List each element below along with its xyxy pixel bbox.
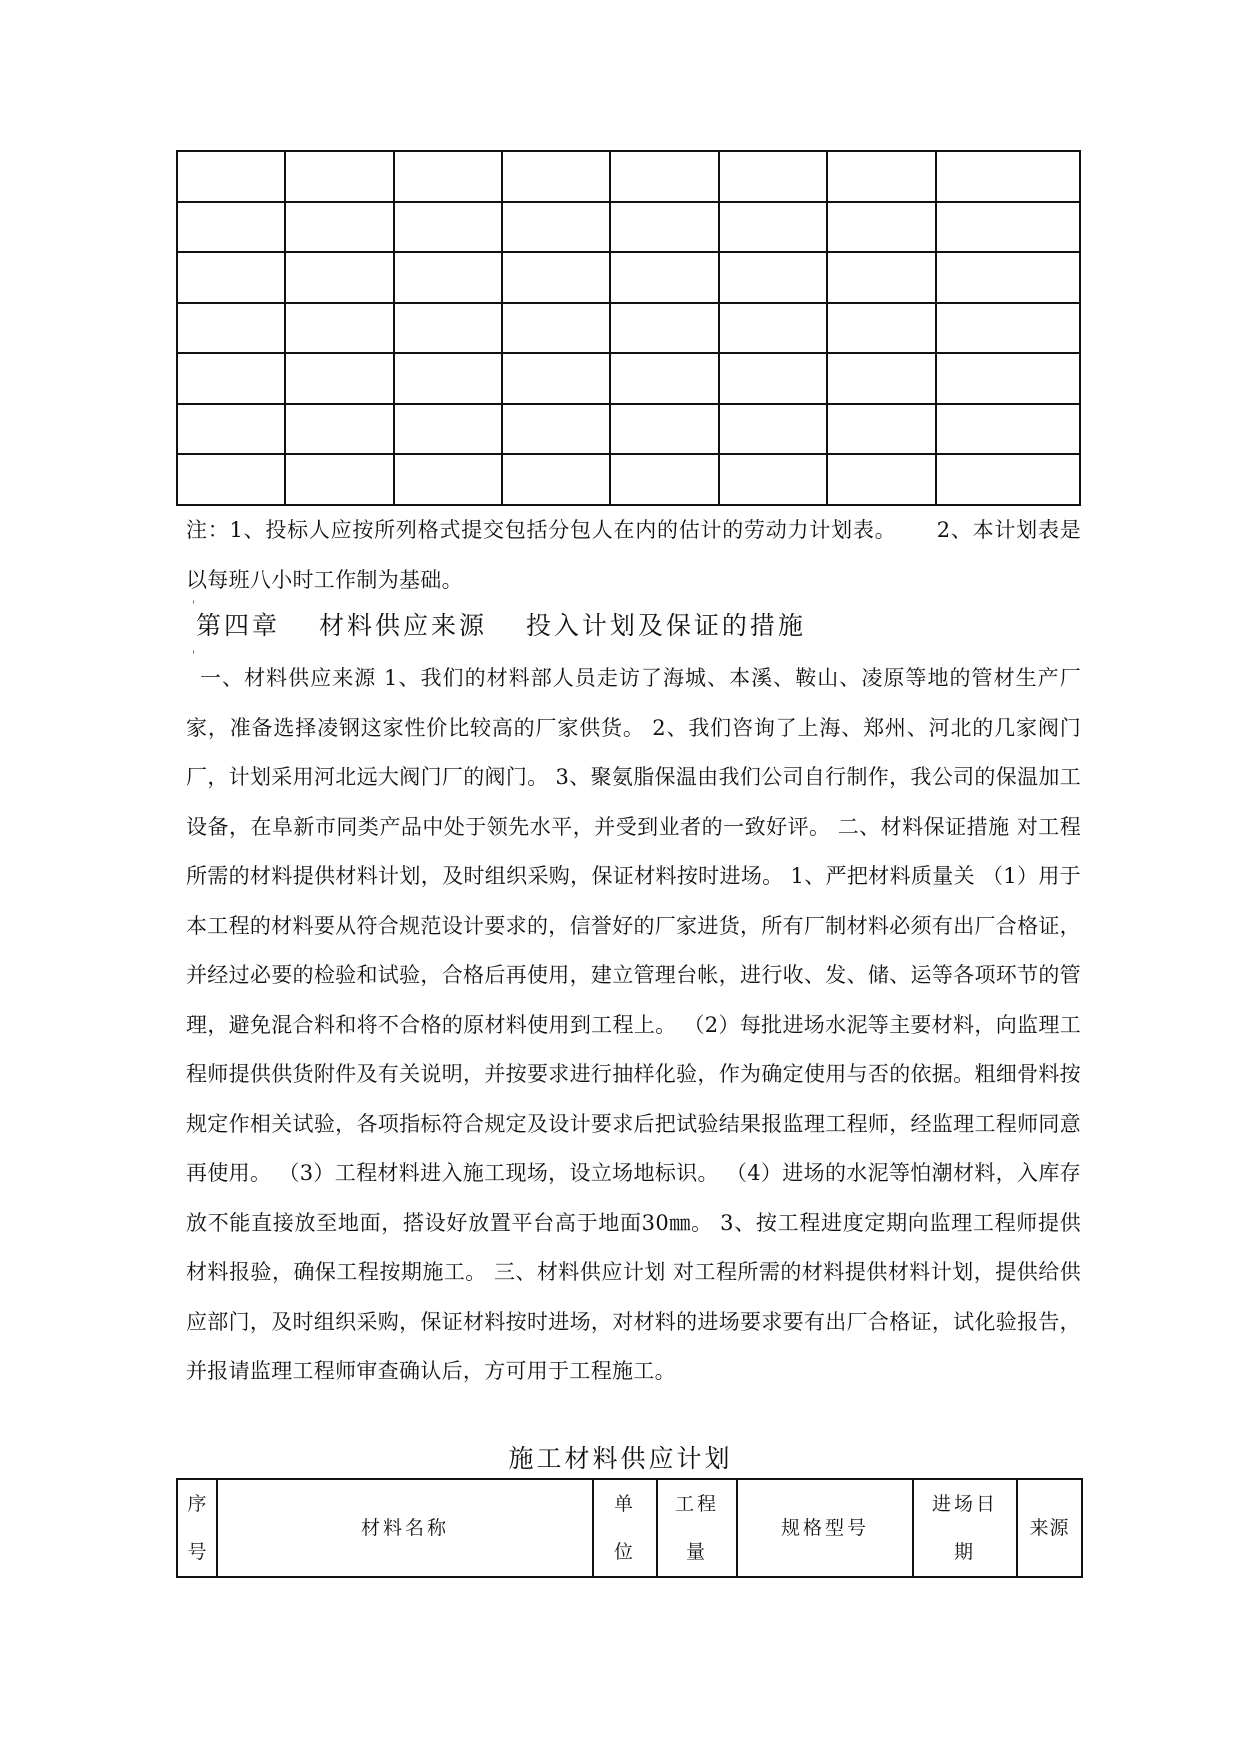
- table-cell: [177, 454, 285, 505]
- table-row: [177, 404, 1080, 455]
- supply-plan-title: 施工材料供应计划: [508, 1444, 733, 1473]
- table-cell: [285, 252, 393, 303]
- table-cell: [502, 404, 610, 455]
- table-cell: [827, 404, 935, 455]
- table-cell: [719, 202, 827, 253]
- table-cell: [936, 151, 1080, 202]
- table-cell: [285, 303, 393, 354]
- table-cell: [936, 454, 1080, 505]
- table-row: [177, 151, 1080, 202]
- table-cell: [177, 151, 285, 202]
- table-cell: [177, 353, 285, 404]
- table-cell: [610, 404, 718, 455]
- labor-plan-table: [176, 150, 1081, 506]
- table-cell: [394, 353, 502, 404]
- table-cell: [827, 454, 935, 505]
- supply-plan-header-row: [177, 1479, 1082, 1577]
- table-cell: [827, 303, 935, 354]
- table-cell: [936, 303, 1080, 354]
- table-cell: [177, 202, 285, 253]
- table-cell: [610, 303, 718, 354]
- margin-mark: ': [192, 650, 195, 661]
- table-cell: [502, 202, 610, 253]
- header-material-name: 材料名称: [217, 1479, 593, 1577]
- table-cell: [285, 454, 393, 505]
- table-cell: [502, 252, 610, 303]
- table-cell: [394, 303, 502, 354]
- table-cell: [827, 151, 935, 202]
- table-cell: [394, 404, 502, 455]
- table-cell: [502, 151, 610, 202]
- table-cell: [502, 454, 610, 505]
- table-row: [177, 353, 1080, 404]
- table-cell: [827, 202, 935, 253]
- table-cell: [610, 202, 718, 253]
- header-source: 来源: [1017, 1479, 1082, 1577]
- table-cell: [285, 202, 393, 253]
- table-cell: [719, 454, 827, 505]
- table-note: 注：1、投标人应按所列格式提交包括分包人在内的估计的劳动力计划表。 2、本计划表是以每班八小时工作制为基础。: [186, 518, 1081, 592]
- header-spec: 规格型号: [737, 1479, 913, 1577]
- table-cell: [502, 303, 610, 354]
- table-cell: [610, 151, 718, 202]
- chapter-title: 第四章 材料供应来源 投入计划及保证的措施: [196, 611, 806, 640]
- table-cell: [827, 353, 935, 404]
- table-cell: [610, 353, 718, 404]
- table-cell: [719, 353, 827, 404]
- table-cell: [177, 252, 285, 303]
- header-unit: 单 位: [593, 1479, 657, 1577]
- table-row: [177, 303, 1080, 354]
- header-entry-date: 进场日 期: [913, 1479, 1017, 1577]
- table-row: [177, 454, 1080, 505]
- table-cell: [936, 404, 1080, 455]
- table-cell: [719, 252, 827, 303]
- table-cell: [177, 404, 285, 455]
- table-cell: [394, 454, 502, 505]
- table-row: [177, 202, 1080, 253]
- table-cell: [394, 151, 502, 202]
- table-cell: [827, 252, 935, 303]
- table-cell: [285, 353, 393, 404]
- header-quantity: 工程 量: [657, 1479, 737, 1577]
- table-cell: [177, 303, 285, 354]
- table-cell: [610, 252, 718, 303]
- table-row: [177, 252, 1080, 303]
- chapter-body: 一、材料供应来源 1、我们的材料部人员走访了海城、本溪、鞍山、凌原等地的管材生产厂家，准备选择凌钢这家性价比较高的厂家供货。 2、我们咨询了上海、郑州、河北的几家阀门厂，计划采用河北远大阀门厂的阀门。 3、聚氨脂保温由我们公司自行制作，我公司的保温加工设备，在阜新市同类产品中处于领先水平，并受到业者的一致好评。 二、材料保证措施 对工程所需的材料提供材料计划，及时组织采购，保证材料按时进场。 1、严把材料质量关 （1）用于本工程的材料要从符合规范设计要求的，信誉好的厂家进货，所有厂制材料必须有出厂合格证，并经过必要的检验和试验，合格后再使用，建立管理台帐，进行收、发、储、运等各项环节的管理，避免混合料和将不合格的原材料使用到工程上。 （2）每批进场水泥等主要材料，向监理工程师提供供货附件及有关说明，并按要求进行抽样化验，作为确定使用与否的依据。粗细骨料按规定作相关试验，各项指标符合规定及设计要求后把试验结果报监理工程师，经监理工程师同意再使用。 （3）工程材料进入施工现场，设立场地标识。 （4）进场的水泥等怕潮材料，入库存放不能直接放至地面，搭设好放置平台高于地面30㎜。 3、按工程进度定期向监理工程师提供材料报验，确保工程按期施工。 三、材料供应计划 对工程所需的材料提供材料计划，提供给供应部门，及时组织采购，保证材料按时进场，对材料的进场要求要有出厂合格证，试化验报告，并报请监理工程师审查确认后，方可用于工程施工。: [186, 666, 1081, 1383]
- table-cell: [936, 353, 1080, 404]
- supply-plan-table: [176, 1478, 1083, 1578]
- margin-mark: ': [192, 600, 195, 611]
- header-seq: 序 号: [177, 1479, 217, 1577]
- table-cell: [936, 252, 1080, 303]
- table-cell: [610, 454, 718, 505]
- table-cell: [936, 202, 1080, 253]
- table-cell: [502, 353, 610, 404]
- table-cell: [285, 151, 393, 202]
- table-cell: [285, 404, 393, 455]
- table-cell: [719, 151, 827, 202]
- table-cell: [394, 202, 502, 253]
- table-cell: [394, 252, 502, 303]
- table-cell: [719, 404, 827, 455]
- table-cell: [719, 303, 827, 354]
